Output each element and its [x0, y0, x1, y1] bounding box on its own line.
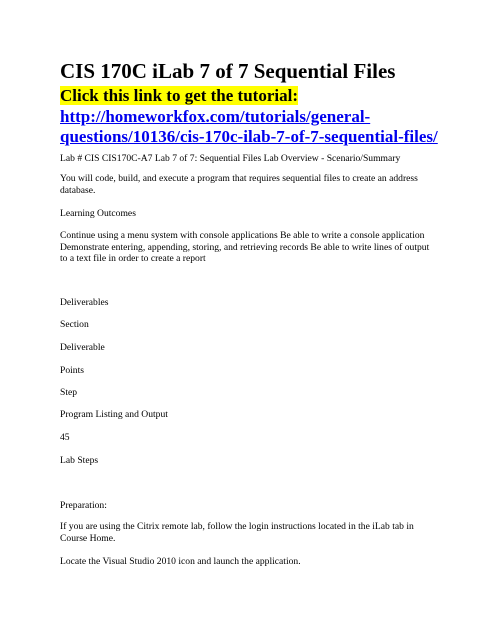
deliverables-heading: Deliverables	[60, 297, 109, 308]
lab-steps-heading: Lab Steps	[60, 455, 99, 466]
tutorial-link[interactable]	[60, 107, 440, 147]
preparation-heading: Preparation:	[60, 500, 107, 511]
learning-outcomes-paragraph: Continue using a menu system with console applications Be able to write a console application Demonstrate entering, appending, storing, and retrieving records Be able to write lines of output to a text file in order to create a report	[60, 230, 430, 264]
points-value: 45	[60, 432, 70, 443]
tutorial-link-line-1: http://homeworkfox.com/tutorials/general-	[60, 107, 371, 126]
citrix-instructions-paragraph: If you are using the Citrix remote lab, follow the login instructions located in the iLab tab in Course Home.	[60, 521, 414, 544]
section-label: Section	[60, 319, 89, 330]
points-label: Points	[60, 365, 84, 376]
lab-overview-line: Lab # CIS CIS170C-A7 Lab 7 of 7: Sequential Files Lab Overview - Scenario/Summary	[60, 153, 401, 164]
program-listing-label: Program Listing and Output	[60, 409, 168, 420]
tutorial-link-line-2: questions/10136/cis-170c-ilab-7-of-7-sequential-files/	[60, 127, 438, 146]
learning-outcomes-heading: Learning Outcomes	[60, 208, 136, 219]
tutorial-callout-text: Click this link to get the tutorial:	[60, 86, 298, 105]
document-title: CIS 170C iLab 7 of 7 Sequential Files	[60, 59, 396, 83]
deliverable-label: Deliverable	[60, 342, 105, 353]
visual-studio-instruction: Locate the Visual Studio 2010 icon and launch the application.	[60, 556, 301, 567]
lab-summary-paragraph: You will code, build, and execute a program that requires sequential files to create an address database.	[60, 173, 418, 196]
tutorial-callout	[60, 86, 298, 106]
step-label: Step	[60, 387, 78, 398]
